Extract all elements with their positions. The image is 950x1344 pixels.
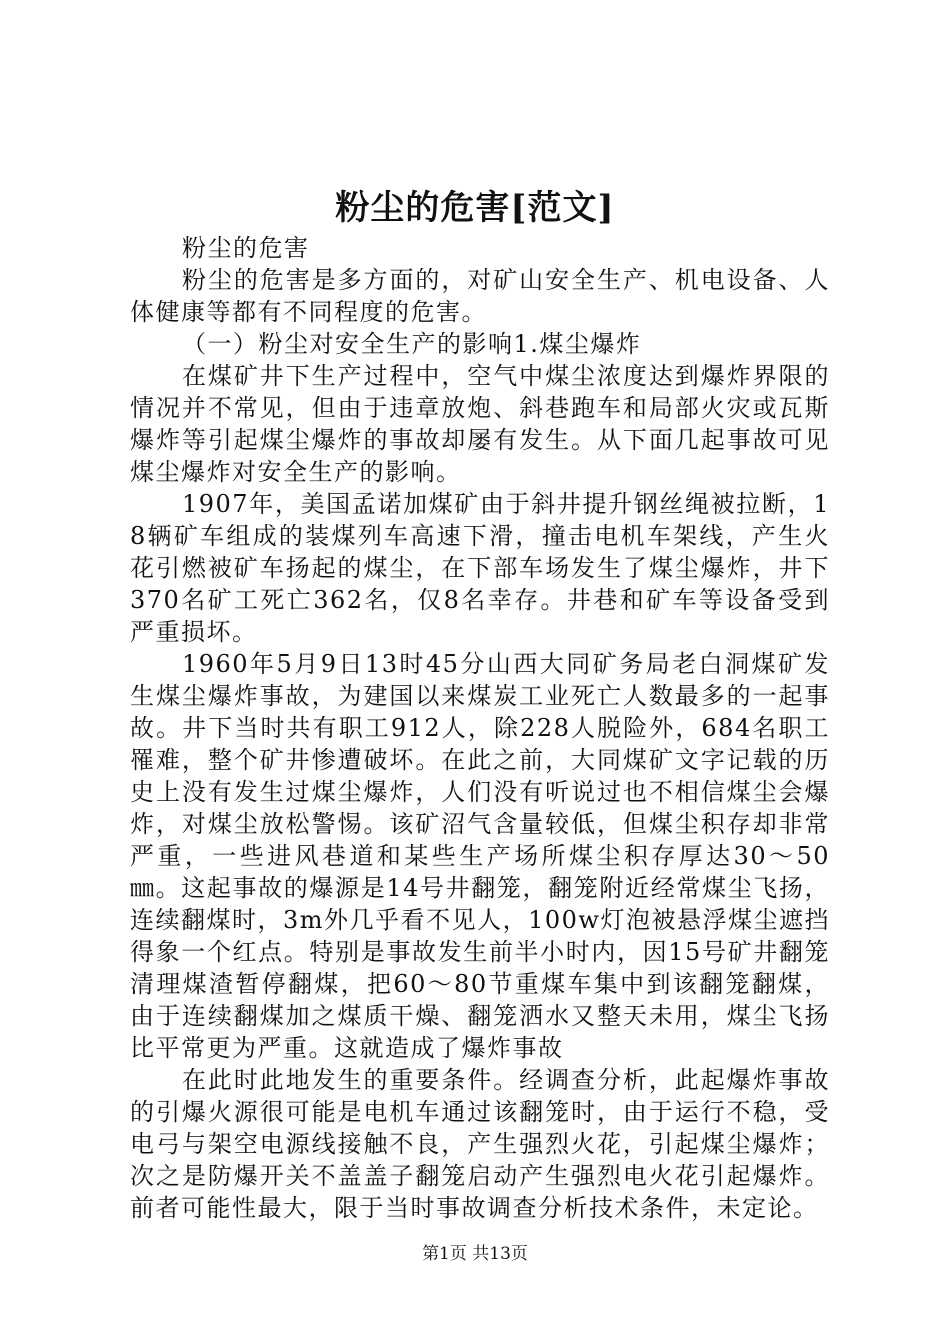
paragraph-heading: 粉尘的危害	[182, 234, 310, 262]
page-footer: 第1页 共13页	[422, 1244, 528, 1264]
paragraph-1960: 1960年5月9日13时45分山西大同矿务局老白洞煤矿发生煤尘爆炸事故，为建国以来煤炭工业死亡人数最多的一起事故。井下当时共有职工912人，除228人脱险外，684名职工罹难，整个矿井惨遭破坏。在此之前，大同煤矿文字记载的历史上没有发生过煤尘爆炸，人们没有听说过也不相信煤尘会爆炸，对煤尘放松警惕。该矿沼气含量较低，但煤尘积存却非常严重，一些进风巷道和某些生产场所煤尘积存厚达30～50㎜。这起事故的爆源是14号井翻笼，翻笼附近经常煤尘飞扬，连续翻煤时，3m外几乎看不见人，100w灯泡被悬浮煤尘遮挡得象一个红点。特别是事故发生前半小时内，因15号矿井翻笼清理煤渣暂停翻煤，把60～80节重煤车集中到该翻笼翻煤，由于连续翻煤加之煤质干燥、翻笼洒水又整天未用，煤尘飞扬比平常更为严重。这就造成了爆炸事故	[130, 650, 830, 1062]
paragraph-conditions: 在此时此地发生的重要条件。经调查分析，此起爆炸事故的引爆火源很可能是电机车通过该翻笼时，由于运行不稳，受电弓与架空电源线接触不良，产生强烈火花，引起煤尘爆炸；次之是防爆开关不盖盖子翻笼启动产生强烈电火花引起爆炸。前者可能性最大，限于当时事故调查分析技术条件，未定论。	[130, 1066, 830, 1222]
paragraph-intro: 粉尘的危害是多方面的，对矿山安全生产、机电设备、人体健康等都有不同程度的危害。	[130, 266, 830, 326]
paragraph-1907: 1907年，美国孟诺加煤矿由于斜井提升钢丝绳被拉断，18辆矿车组成的装煤列车高速下滑，撞击电机车架线，产生火花引燃被矿车扬起的煤尘，在下部车场发生了煤尘爆炸，井下370名矿工死亡362名，仅8名幸存。井巷和矿车等设备受到严重损坏。	[130, 490, 830, 646]
document-body	[130, 232, 830, 1224]
paragraph-coal-dust: 在煤矿井下生产过程中，空气中煤尘浓度达到爆炸界限的情况并不常见，但由于违章放炮、斜巷跑车和局部火灾或瓦斯爆炸等引起煤尘爆炸的事故却屡有发生。从下面几起事故可见煤尘爆炸对安全生产的影响。	[130, 362, 830, 486]
section-heading: （一）粉尘对安全生产的影响1.煤尘爆炸	[182, 330, 642, 358]
document-title: 粉尘的危害[范文]	[335, 188, 615, 228]
